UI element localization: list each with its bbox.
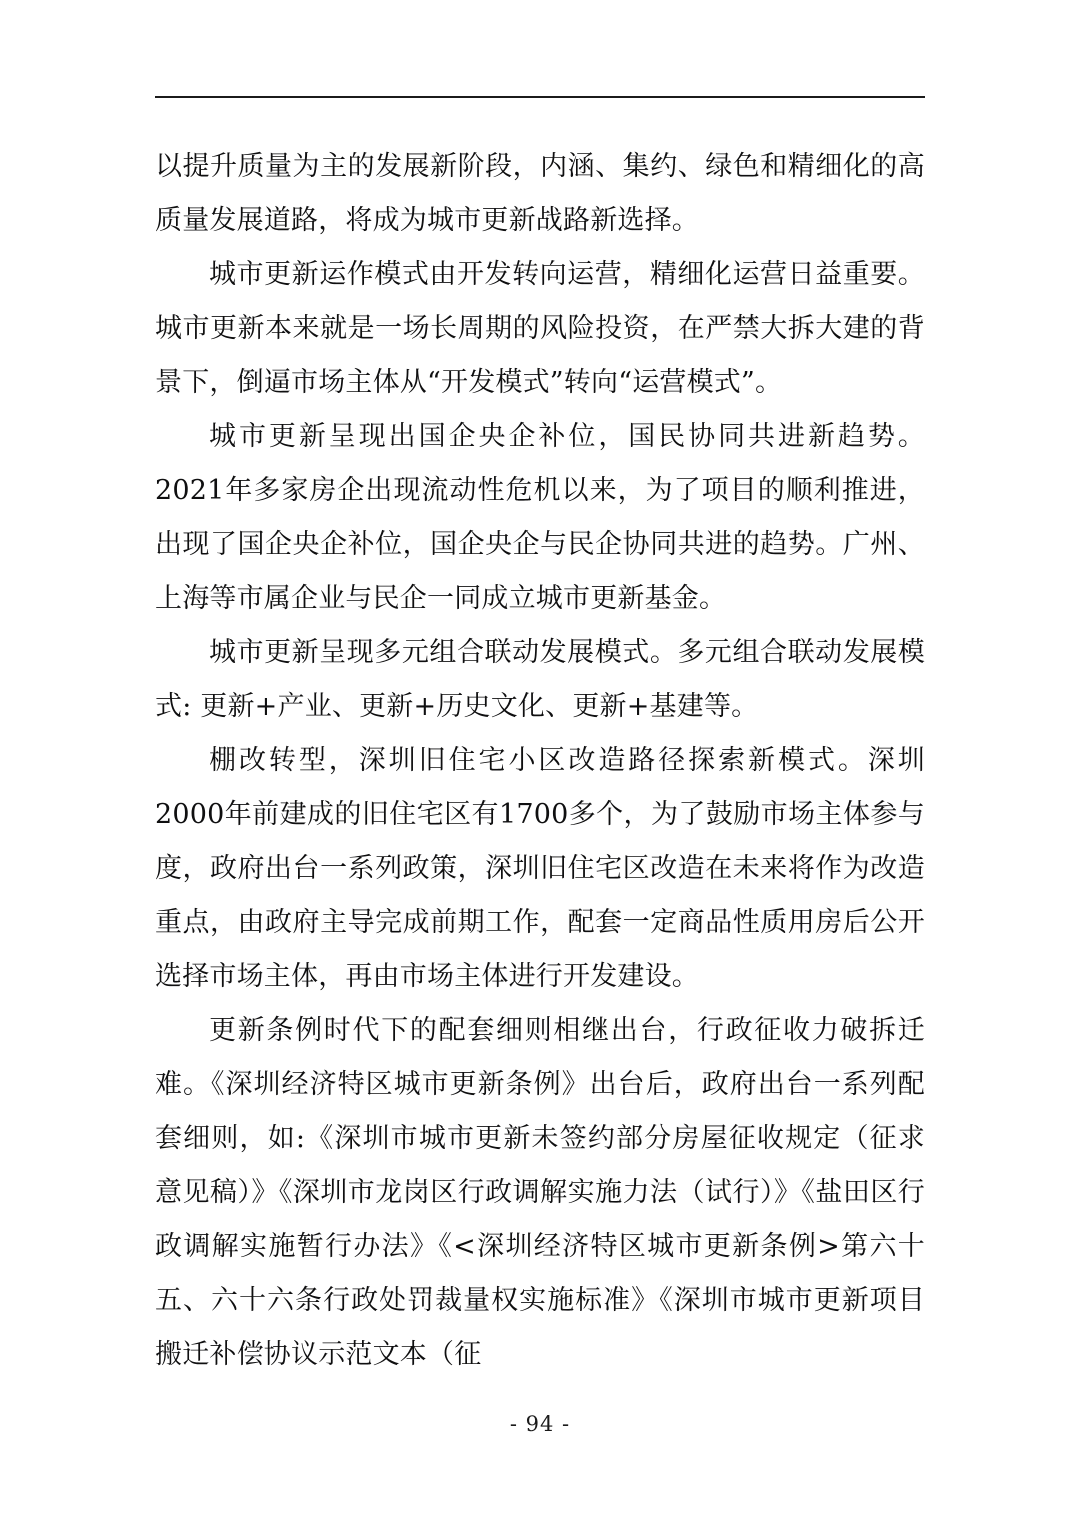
paragraph-3: 城市更新呈现出国企央企补位，国民协同共进新趋势。2021年多家房企出现流动性危机以来，为了项目的顺利推进，出现了国企央企补位，国企央企与民企协同共进的趋势。广州、上海等市属企业与民企一同成立城市更新基金。 <box>155 421 925 614</box>
body-text <box>155 140 925 1382</box>
paragraph-5: 棚改转型，深圳旧住宅小区改造路径探索新模式。深圳2000年前建成的旧住宅区有1700多个，为了鼓励市场主体参与度，政府出台一系列政策，深圳旧住宅区改造在未来将作为改造重点，由政府主导完成前期工作，配套一定商品性质用房后公开选择市场主体，再由市场主体进行开发建设。 <box>155 745 925 992</box>
page-number: - 94 - <box>509 1412 571 1436</box>
paragraph-4: 城市更新呈现多元组合联动发展模式。多元组合联动发展模式: 更新+产业、更新+历史文化、更新+基建等。 <box>155 637 925 722</box>
page-content <box>155 96 925 1382</box>
paragraph-1: 以提升质量为主的发展新阶段，内涵、集约、绿色和精细化的高质量发展道路，将成为城市更新战路新选择。 <box>155 151 925 236</box>
paragraph-6: 更新条例时代下的配套细则相继出台，行政征收力破拆迁难。《深圳经济特区城市更新条例》出台后，政府出台一系列配套细则，如:《深圳市城市更新未签约部分房屋征收规定（征求意见稿）》《深圳市龙岗区行政调解实施力法（试行）》《盐田区行政调解实施暂行办法》《<深圳经济特区城市更新条例>第六十五、六十六条行政处罚裁量权实施标准》《深圳市城市更新项目搬迁补偿协议示范文本（征 <box>155 1015 925 1370</box>
paragraph-2: 城市更新运作模式由开发转向运营，精细化运营日益重要。城市更新本来就是一场长周期的风险投资，在严禁大拆大建的背景下，倒逼市场主体从“开发模式”转向“运营模式”。 <box>155 259 925 398</box>
header-rule <box>155 96 925 98</box>
